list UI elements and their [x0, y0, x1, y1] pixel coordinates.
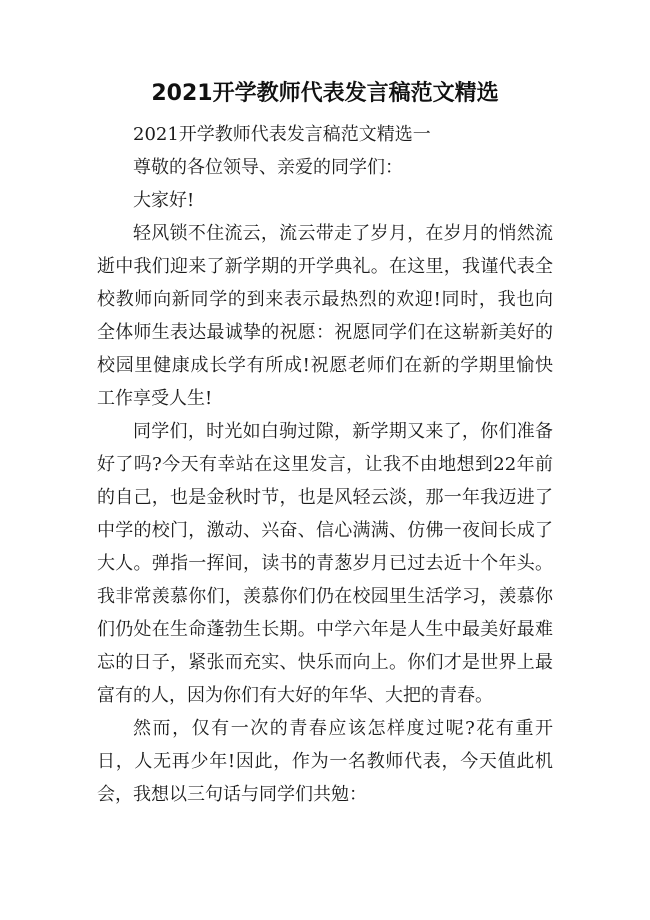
paragraph-3: 然而，仅有一次的青春应该怎样度过呢?花有重开日，人无再少年!因此，作为一名教师代表，今天值此机会，我想以三句话与同学们共勉： — [97, 718, 553, 805]
salutation: 尊敬的各位领导、亲爱的同学们： — [133, 157, 403, 178]
greeting: 大家好! — [133, 190, 195, 211]
document-title: 2021开学教师代表发言稿范文精选 — [151, 81, 499, 106]
paragraph-1: 轻风锁不住流云，流云带走了岁月，在岁月的悄然流逝中我们迎来了新学期的开学典礼。在这里，我谨代表全校教师向新同学的到来表示最热烈的欢迎!同时，我也向全体师生表达最诚挚的祝愿：祝愿同学们在这崭新美好的校园里健康成长学有所成!祝愿老师们在新的学期里愉快工作享受人生! — [97, 223, 553, 409]
paragraph-2: 同学们，时光如白驹过隙，新学期又来了，你们准备好了吗?今天有幸站在这里发言，让我不由地想到22年前的自己，也是金秋时节，也是风轻云淡，那一年我迈进了中学的校门，激动、兴奋、信心满满、仿佛一夜间长成了大人。弹指一挥间，读书的青葱岁月已过去近十个年头。我非常羡慕你们，羡慕你们仍在校园里生活学习，羡慕你们仍处在生命蓬勃生长期。中学六年是人生中最美好最难忘的日子，紧张而充实、快乐而向上。你们才是世界上最富有的人，因为你们有大好的年华、大把的青春。 — [97, 421, 553, 706]
document-body — [97, 118, 553, 811]
document-subtitle: 2021开学教师代表发言稿范文精选一 — [133, 124, 431, 145]
